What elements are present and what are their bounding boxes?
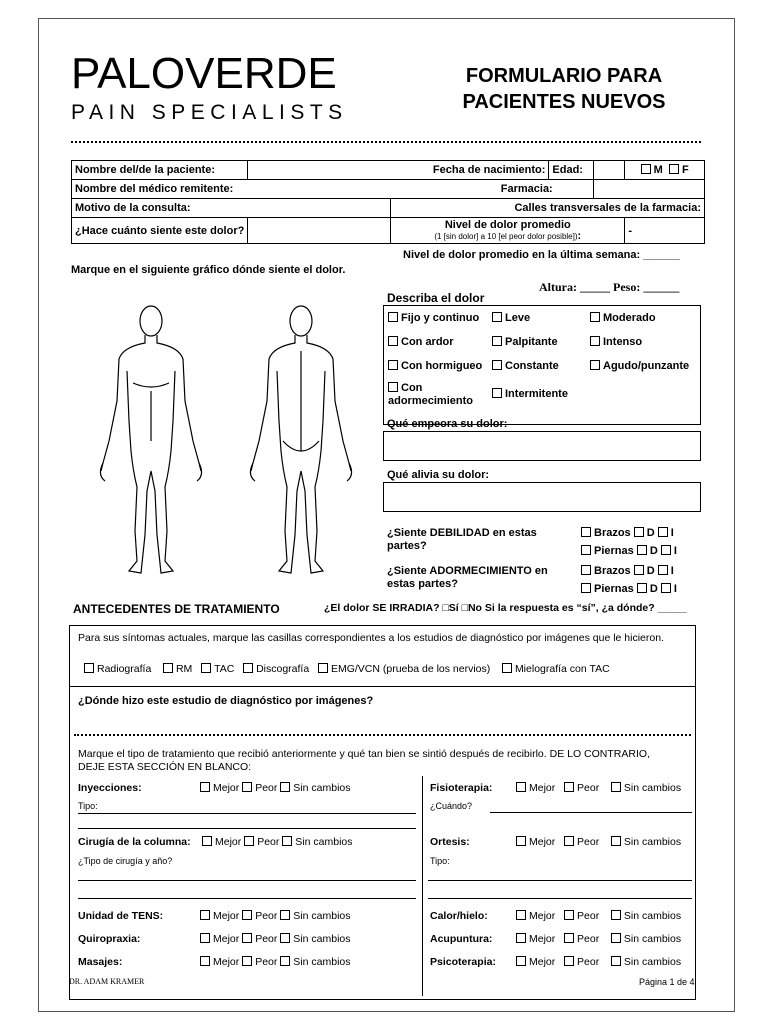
weakness-question: ¿Siente DEBILIDAD en estas partes? [387, 527, 537, 552]
imaging-options [84, 663, 610, 675]
footer-page: Página 1 de 4 [639, 977, 695, 987]
birth-date-label: Fecha de nacimiento: [391, 161, 549, 180]
option-adormecimiento[interactable]: Con adormecimiento [388, 382, 473, 407]
weak-arms[interactable]: Brazos D I [581, 527, 674, 539]
physio-when-label: ¿Cuándo? [430, 801, 473, 811]
dotted-divider [71, 141, 701, 143]
weak-legs[interactable]: Piernas D I [581, 545, 677, 557]
numb-arms[interactable]: Brazos D I [581, 565, 674, 577]
opt-rm[interactable]: RM [163, 663, 192, 675]
option-fijo[interactable]: Fijo y continuo [388, 312, 479, 324]
relieves-label: Qué alivia su dolor: [387, 469, 490, 481]
female-checkbox[interactable] [669, 164, 679, 174]
body-chart-instruction: Marque en el siguiente gráfico dónde siente el dolor. [71, 264, 346, 276]
treatment-heading: ANTECEDENTES DE TRATAMIENTO [73, 602, 280, 616]
footer-doctor: DR. ADAM KRAMER [69, 977, 145, 986]
opt-radiografia[interactable]: Radiografía [84, 663, 151, 675]
age-field[interactable] [593, 161, 625, 180]
numbness-question: ¿Siente ADORMECIMIENTO en estas partes? [387, 565, 548, 590]
form-title: FORMULARIO PARA PACIENTES NUEVOS [462, 65, 666, 113]
age-label: Edad: [549, 161, 593, 180]
relieves-field[interactable] [383, 482, 701, 512]
avg-pain-label: Nivel de dolor promedio (1 [sin dolor] a 10 [el peor dolor posible]): [391, 218, 625, 244]
pain-description-box [383, 305, 701, 425]
worsens-label: Qué empeora su dolor: [387, 418, 508, 430]
option-intermitente[interactable]: Intermitente [492, 388, 568, 400]
imaging-where: ¿Dónde hizo este estudio de diagnóstico por imágenes? [78, 695, 374, 707]
injections-row: Inyecciones: Mejor Peor Sin cambios [78, 782, 351, 794]
option-hormigueo[interactable]: Con hormigueo [388, 360, 482, 372]
front-body-figure [100, 306, 201, 573]
option-constante[interactable]: Constante [492, 360, 559, 372]
patient-info-table [71, 160, 705, 244]
worsens-field[interactable] [383, 431, 701, 461]
option-intenso[interactable]: Intenso [590, 336, 642, 348]
last-week-pain: Nivel de dolor promedio en la última semana: ______ [403, 249, 680, 261]
how-long-label: ¿Hace cuánto siente este dolor? [72, 218, 248, 244]
back-body-figure [250, 306, 351, 573]
numb-legs[interactable]: Piernas D I [581, 583, 677, 595]
radiate-question: ¿El dolor SE IRRADIA? □Sí □No Si la respuesta es “sí”, ¿a dónde? _____ [324, 602, 687, 614]
tens-row: Unidad de TENS: Mejor Peor Sin cambios [78, 910, 351, 922]
psycho-row: Psicoterapia: Mejor Peor Sin cambios [430, 956, 682, 968]
massage-row: Masajes: Mejor Peor Sin cambios [78, 956, 351, 968]
pharmacy-field[interactable] [593, 180, 704, 199]
logo-title: PALOVERDE [71, 49, 337, 98]
treatment-box [69, 625, 696, 1000]
pharmacy-label: Farmacia: [391, 180, 594, 199]
cross-streets-label: Calles transversales de la farmacia: [391, 199, 705, 218]
avg-pain-field[interactable]: - [625, 218, 705, 244]
heat-ice-row: Calor/hielo: Mejor Peor Sin cambios [430, 910, 682, 922]
chiro-row: Quiropraxia: Mejor Peor Sin cambios [78, 933, 351, 945]
form-page [38, 18, 735, 1012]
referring-doctor-label: Nombre del médico remitente: [72, 180, 391, 199]
opt-emg[interactable]: EMG/VCN (prueba de los nervios) [318, 663, 490, 675]
surgery-type[interactable]: ¿Tipo de cirugía y año? [78, 856, 173, 866]
imaging-where-field[interactable] [74, 734, 691, 736]
reason-label: Motivo de la consulta: [72, 199, 391, 218]
physio-when-field[interactable] [490, 812, 692, 813]
option-ardor[interactable]: Con ardor [388, 336, 454, 348]
patient-name-field[interactable] [248, 161, 391, 180]
option-leve[interactable]: Leve [492, 312, 530, 324]
opt-mielografia[interactable]: Mielografía con TAC [502, 663, 610, 675]
acupuncture-row: Acupuntura: Mejor Peor Sin cambios [430, 933, 682, 945]
spine-surgery-row: Cirugía de la columna: Mejor Peor Sin cambios [78, 836, 353, 848]
injections-type[interactable]: Tipo: [78, 801, 416, 814]
option-palpitante[interactable]: Palpitante [492, 336, 558, 348]
orthosis-type[interactable]: Tipo: [430, 856, 450, 866]
opt-tac[interactable]: TAC [201, 663, 234, 675]
imaging-intro: Para sus síntomas actuales, marque las casillas correspondientes a los estudios de diagnóstico por imágenes que le hicieron. [78, 632, 664, 644]
orthosis-row: Ortesis: Mejor Peor Sin cambios [430, 836, 682, 848]
logo-subtitle: PAIN SPECIALISTS [71, 101, 348, 124]
option-agudo[interactable]: Agudo/punzante [590, 360, 689, 372]
describe-pain-title: Describa el dolor [387, 291, 485, 305]
opt-discografia[interactable]: Discografía [243, 663, 309, 675]
sex-field[interactable]: M F [625, 161, 705, 180]
physio-row: Fisioterapia: Mejor Peor Sin cambios [430, 782, 682, 794]
patient-name-label: Nombre del/de la paciente: [72, 161, 248, 180]
male-checkbox[interactable] [641, 164, 651, 174]
height-weight: Altura: _____ Peso: ______ [539, 280, 680, 294]
option-moderado[interactable]: Moderado [590, 312, 656, 324]
how-long-field[interactable] [248, 218, 391, 244]
treatment-intro: Marque el tipo de tratamiento que recibió anteriormente y qué tan bien se sintió después de recibirlo. DE LO CONTRARIO, DEJE ESTA SECCIÓN EN BLANCO: [78, 748, 650, 773]
body-diagram[interactable] [75, 291, 380, 589]
